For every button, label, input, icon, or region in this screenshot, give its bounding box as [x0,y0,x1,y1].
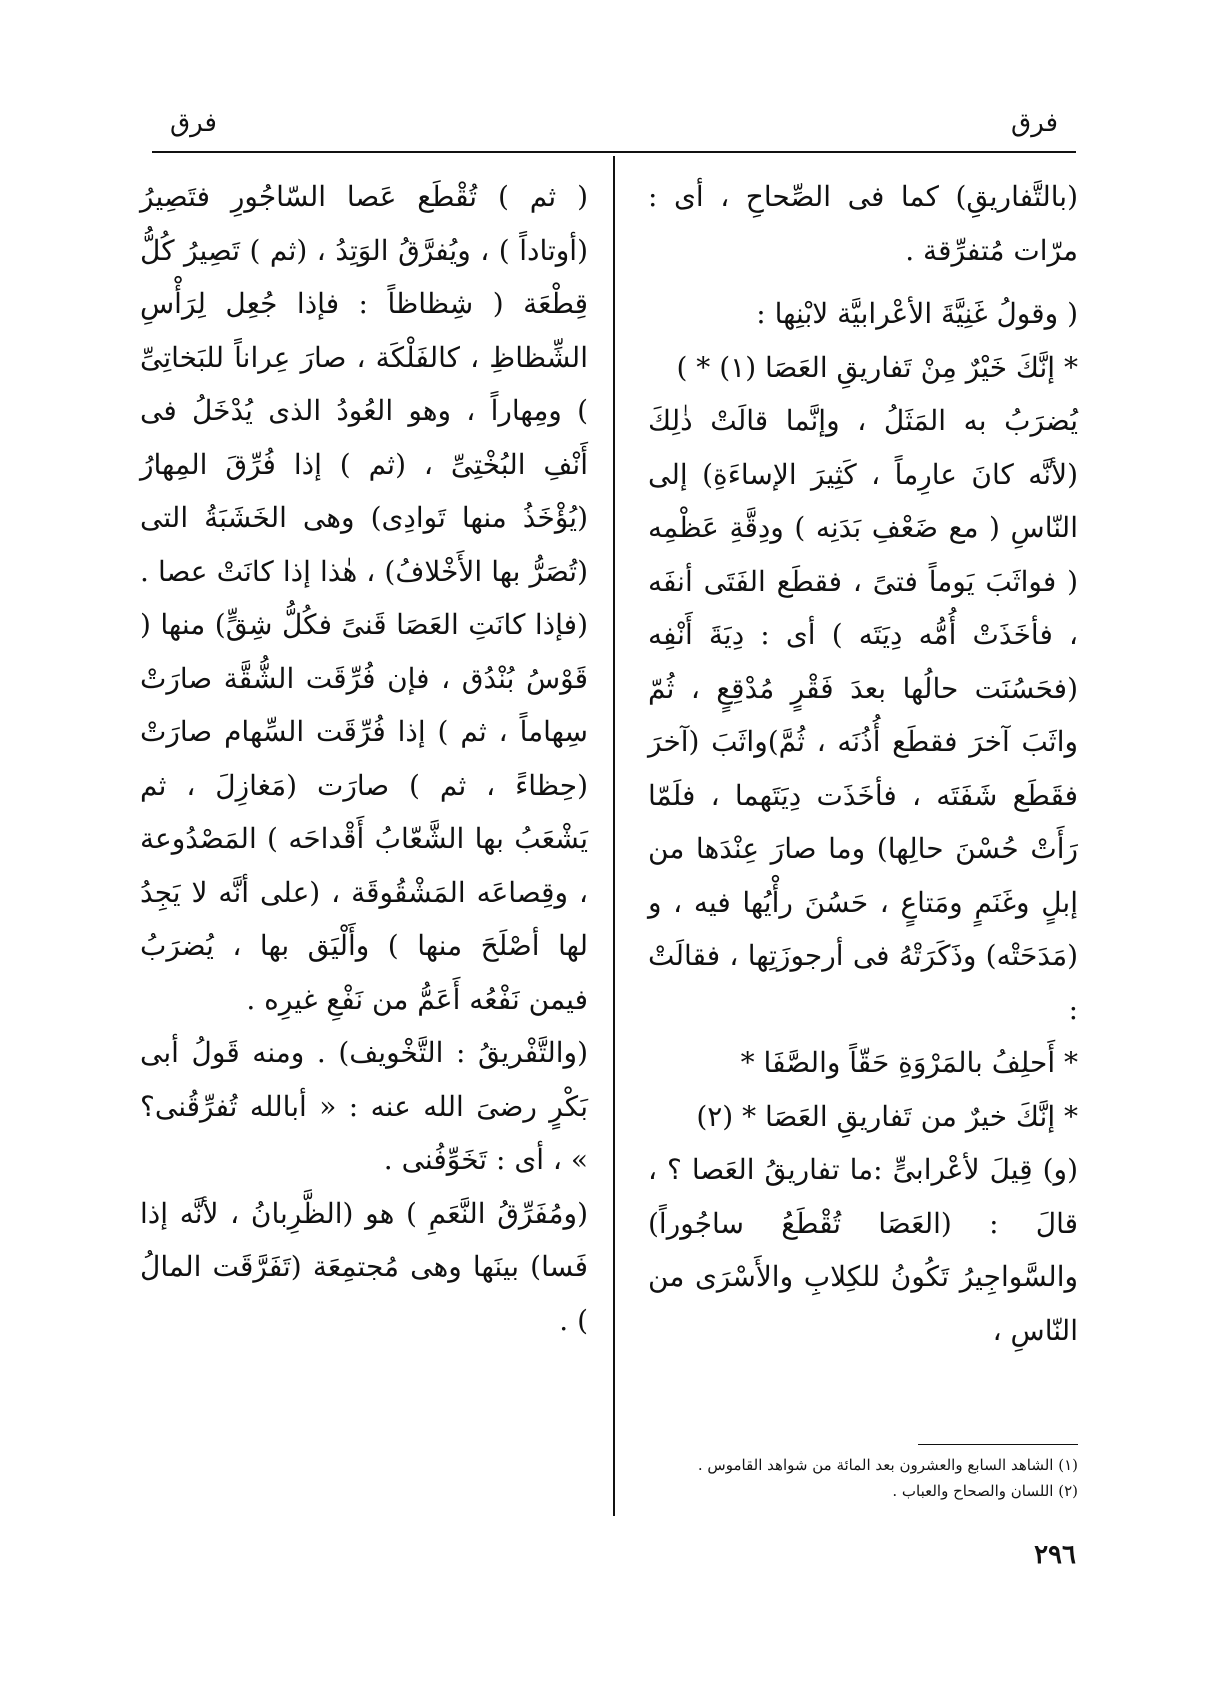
left-column [140,170,588,1347]
paragraph: ( ثم ) تُقْطَع عَصا السّاجُورِ فتَصِيرُ (أوتاداً ) ، ويُفرَّقُ الوَتِدُ ، (ثم ) تَصِيرُ كُلُّ قِطْعَة ( شِظاظاً : فإذا جُعِل لِرَأْسِ الشِّظاظِ ، كالفَلْكَة ، صارَ عِراناً للبَخاتِىِّ ) ومِهاراً ، وهو العُودُ الذى يُدْخَلُ فى أَنْفِ البُخْتِىِّ ، (ثم ) إذا فُرِّقَ المِهارُ (يُؤْخَذُ منها تَوادِى) وهى الخَشَبَةُ التى (تُصَرُّ بها الأَخْلافُ) ، هٰذا إذا كانَتْ عصا . (فإذا كانَتِ العَصَا قَنىً فكُلُّ شِقٍّ) منها ( قَوْسُ بُنْدُق ، فإن فُرِّقَت الشُّقَّة صارَتْ سِهاماً ، ثم ) إذا فُرِّقَت السِّهام صارَتْ (حِظاءً ، ثم ) صارَت (مَغازِلَ ، ثم يَشْعَبُ بها الشَّعّابُ أَقْداحَه ) المَصْدُوعة ، وقِصاعَه المَشْقُوقَة ، (على أنَّه لا يَجِدُ لها أصْلَحَ منها ) وأَلْيَق بها ، يُضرَبُ فيمن نَفْعُه أَعَمُّ من نَفْعِ غيرِه . [140,180,588,1016]
verse-line: * إنَّكَ خيرٌ من تَفاريقِ العَصَا * (٢) [696,1099,1078,1133]
right-column [648,170,1078,1357]
paragraph: ( وقولُ غَنِيَّةَ الأعْرابيَّة لابْنِها : [756,297,1078,330]
footnote-rule [918,1444,1078,1445]
running-head-left: فرق [170,108,217,138]
footnote: (٢) اللسان والصحاح والعباب . [892,1482,1078,1500]
footnotes [648,1452,1078,1504]
paragraph: (والتَّفْريقُ : التَّخْويف) . ومنه قَولُ أبى بَكْرٍ رضىَ الله عنه : « أبالله تُفرِّقُنى؟ » ، أى : تَخَوِّفُنى . [140,1036,588,1176]
paragraph: (ومُفَرِّقُ النَّعَمِ ) هو (الظَّرِبانُ ، لأنَّه إذا فَسا) بينَها وهى مُجتمِعَة (تَفَرَّقَت المالُ ) . [140,1196,588,1337]
verse-line: * إنَّكَ خَيْرٌ مِنْ تَفاريقِ العَصَا (١) * ) [676,350,1078,384]
footnote: (١) الشاهد السابع والعشرون بعد المائة من شواهد القاموس . [697,1456,1078,1474]
page-number: ٢٩٦ [1034,1540,1076,1570]
verse-line: * أَحلِفُ بالمَرْوَةِ حَقّاً والصَّفَا * [740,1046,1078,1079]
running-head-right: فرق [1011,108,1058,138]
header-rule [152,151,1076,153]
column-divider [613,156,615,1516]
paragraph: (بالتَّفاريقِ) كما فى الصِّحاحِ ، أى : مرّات مُتفرِّقة . [648,180,1078,267]
paragraph: يُضرَبُ به المَثَلُ ، وإنَّما قالَتْ ذٰلِكَ (لأنَّه كانَ عارِماً ، كَثِيرَ الإساءَةِ) إلى النّاسِ ( مع ضَعْفِ بَدَنِه ) ودِقَّةِ عَظْمِه ( فواثَبَ يَوماً فتىً ، فقطَع الفَتَى أنفَه ، فأخَذَتْ أُمُّه دِيَتَه ) أى : دِيَةَ أَنْفِه (فحَسُنَت حالُها بعدَ فَقْرٍ مُدْقِعٍ ، ثُمّ واثَبَ آخرَ فقطَع أُذُنَه ، ثُمَّ)واثَبَ (آخرَ فقَطَع شَفَتَه ، فأخَذَت دِيَتَهما ، فلَمّا رَأَتْ حُسْنَ حالِها) وما صارَ عِنْدَها من إبلٍ وغَنَمٍ ومَتاعٍ ، حَسُنَ رأْيُها فيه ، و (مَدَحَتْه) وذَكَرَتْهُ فى أرجوزَتِها ، فقالَتْ : [648,404,1078,1026]
paragraph: (و) قِيلَ لأعْرابىٍّ :ما تفاريقُ العَصا ؟ ، قالَ : (العَصَا تُقْطَعُ ساجُوراً) والسَّواجِيرُ تَكُونُ للكِلابِ والأَسْرَى من النّاسِ ، [648,1153,1078,1347]
